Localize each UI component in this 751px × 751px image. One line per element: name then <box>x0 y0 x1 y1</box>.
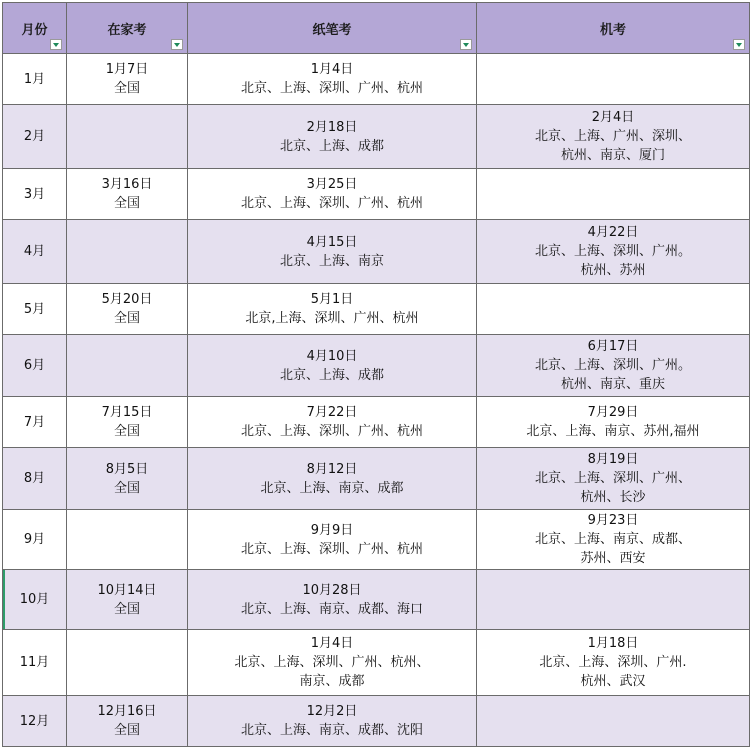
date-text: 8月12日 <box>306 461 358 477</box>
city-list-text: 北京,上海、深圳、广州、杭州 <box>245 311 419 326</box>
city-list-text: 北京、上海、南京 <box>279 253 384 269</box>
month-label: 10月 <box>19 592 50 607</box>
table-row <box>3 397 750 448</box>
cell-computer-exam[interactable] <box>477 284 750 335</box>
cell-computer-exam[interactable] <box>477 220 750 284</box>
city-list-text: 北京、上海、南京、苏州,福州 <box>526 424 700 439</box>
date-text: 8月19日 <box>587 452 639 467</box>
date-text: 9月23日 <box>587 513 639 528</box>
city-list-text: 北京、上海、南京、成都、沈阳 <box>240 723 423 738</box>
city-list-text: 杭州、武汉 <box>580 674 646 689</box>
exam-schedule-table <box>2 2 750 747</box>
cell-computer-exam[interactable] <box>477 448 750 510</box>
header-paper[interactable] <box>188 3 477 54</box>
date-text: 7月15日 <box>101 405 153 420</box>
month-label: 8月 <box>23 471 46 486</box>
cell-month[interactable] <box>3 284 67 335</box>
month-label: 11月 <box>19 655 50 670</box>
cell-computer-exam[interactable] <box>477 696 750 747</box>
cell-computer-exam[interactable] <box>477 570 750 630</box>
city-list-text: 全国 <box>113 601 140 617</box>
cell-paper-exam[interactable] <box>188 54 477 105</box>
date-text: 4月10日 <box>306 348 358 364</box>
city-list-text: 北京、上海、南京、成都、海口 <box>240 601 423 617</box>
month-label: 6月 <box>23 358 46 373</box>
header-home[interactable] <box>67 3 188 54</box>
date-text: 1月7日 <box>105 62 149 77</box>
filter-dropdown-icon[interactable] <box>733 39 745 50</box>
table-row <box>3 54 750 105</box>
table-row <box>3 570 750 630</box>
cell-paper-exam[interactable] <box>188 510 477 570</box>
city-list-text: 北京、上海、深圳、广州、杭州 <box>240 541 423 557</box>
date-text: 10月28日 <box>302 582 362 598</box>
city-list-text: 杭州、南京、重庆 <box>560 377 665 392</box>
cell-month[interactable] <box>3 335 67 397</box>
city-list-text: 杭州、长沙 <box>580 490 646 505</box>
city-list-text: 北京、上海、深圳、广州. <box>539 655 687 670</box>
cell-month[interactable] <box>3 397 67 448</box>
month-label: 3月 <box>23 186 46 202</box>
cell-computer-exam[interactable] <box>477 169 750 220</box>
filter-dropdown-icon[interactable] <box>50 39 62 50</box>
header-computer[interactable] <box>477 3 750 54</box>
cell-paper-exam[interactable] <box>188 169 477 220</box>
table-row <box>3 105 750 169</box>
table-row <box>3 448 750 510</box>
cell-home-exam[interactable] <box>67 510 188 570</box>
table-body <box>3 54 750 747</box>
cell-paper-exam[interactable] <box>188 630 477 696</box>
date-text: 9月9日 <box>310 522 354 538</box>
cell-month[interactable] <box>3 54 67 105</box>
spreadsheet <box>2 2 749 749</box>
month-label: 12月 <box>19 713 50 729</box>
month-label: 2月 <box>23 129 46 144</box>
cell-month[interactable] <box>3 630 67 696</box>
date-text: 2月4日 <box>591 110 635 125</box>
date-text: 5月1日 <box>310 292 354 307</box>
cell-paper-exam[interactable] <box>188 696 477 747</box>
cell-home-exam[interactable] <box>67 54 188 105</box>
cell-month[interactable] <box>3 570 67 630</box>
date-text: 7月22日 <box>306 405 358 420</box>
date-text: 12月2日 <box>306 704 358 719</box>
cell-paper-exam[interactable] <box>188 397 477 448</box>
cell-computer-exam[interactable] <box>477 335 750 397</box>
month-label: 5月 <box>23 301 46 317</box>
city-list-text: 北京、上海、深圳、广州、 <box>534 471 691 486</box>
cell-month[interactable] <box>3 169 67 220</box>
city-list-text: 全国 <box>113 424 140 439</box>
month-label: 4月 <box>23 244 46 259</box>
city-list-text: 南京、成都 <box>299 674 365 689</box>
table-row <box>3 510 750 570</box>
date-text: 5月20日 <box>101 292 153 307</box>
city-list-text: 北京、上海、深圳、广州、杭州 <box>240 424 423 439</box>
cell-computer-exam[interactable] <box>477 105 750 169</box>
table-row <box>3 169 750 220</box>
header-row <box>3 3 750 54</box>
date-text: 4月22日 <box>587 225 639 240</box>
city-list-text: 全国 <box>113 723 140 738</box>
table-row <box>3 220 750 284</box>
cell-paper-exam[interactable] <box>188 284 477 335</box>
city-list-text: 苏州、西安 <box>580 551 646 566</box>
month-label: 7月 <box>23 414 46 430</box>
filter-dropdown-icon[interactable] <box>460 39 472 50</box>
city-list-text: 杭州、苏州 <box>580 263 646 278</box>
table-row <box>3 335 750 397</box>
cell-month[interactable] <box>3 220 67 284</box>
city-list-text: 北京、上海、广州、深圳、 <box>534 129 691 144</box>
table-row <box>3 630 750 696</box>
city-list-text: 全国 <box>113 480 140 496</box>
header-paper-label: 纸笔考 <box>312 22 352 38</box>
city-list-text: 北京、上海、成都 <box>279 367 384 383</box>
table-row <box>3 284 750 335</box>
cell-home-exam[interactable] <box>67 105 188 169</box>
city-list-text: 北京、上海、南京、成都、 <box>534 532 691 547</box>
city-list-text: 杭州、南京、厦门 <box>560 148 665 163</box>
filter-dropdown-icon[interactable] <box>171 39 183 50</box>
cell-month[interactable] <box>3 448 67 510</box>
city-list-text: 北京、上海、南京、成都 <box>260 480 404 496</box>
city-list-text: 北京、上海、深圳、广州。 <box>534 244 691 259</box>
date-text: 12月16日 <box>97 704 157 719</box>
cell-month[interactable] <box>3 696 67 747</box>
date-text: 6月17日 <box>587 339 639 354</box>
date-text: 2月18日 <box>306 119 358 135</box>
cell-paper-exam[interactable] <box>188 570 477 630</box>
cell-computer-exam[interactable] <box>477 510 750 570</box>
cell-home-exam[interactable] <box>67 570 188 630</box>
header-month-label: 月份 <box>21 22 48 38</box>
cell-paper-exam[interactable] <box>188 448 477 510</box>
city-list-text: 北京、上海、深圳、广州、杭州 <box>240 81 423 96</box>
month-label: 9月 <box>23 532 46 547</box>
cell-paper-exam[interactable] <box>188 220 477 284</box>
cell-paper-exam[interactable] <box>188 105 477 169</box>
cell-computer-exam[interactable] <box>477 54 750 105</box>
date-text: 10月14日 <box>97 582 157 598</box>
city-list-text: 全国 <box>113 311 140 326</box>
cell-month[interactable] <box>3 510 67 570</box>
header-computer-label: 机考 <box>599 22 626 38</box>
cell-computer-exam[interactable] <box>477 397 750 448</box>
table-row <box>3 696 750 747</box>
cell-home-exam[interactable] <box>67 448 188 510</box>
date-text: 3月25日 <box>306 177 358 192</box>
cell-computer-exam[interactable] <box>477 630 750 696</box>
date-text: 4月15日 <box>306 234 358 250</box>
city-list-text: 全国 <box>113 81 140 96</box>
date-text: 8月5日 <box>105 461 149 477</box>
city-list-text: 北京、上海、成都 <box>279 138 384 154</box>
cell-home-exam[interactable] <box>67 696 188 747</box>
city-list-text: 全国 <box>113 196 140 211</box>
city-list-text: 北京、上海、深圳、广州。 <box>534 358 691 373</box>
date-text: 7月29日 <box>587 405 639 420</box>
cell-paper-exam[interactable] <box>188 335 477 397</box>
cell-home-exam[interactable] <box>67 220 188 284</box>
date-text: 1月4日 <box>310 62 354 77</box>
city-list-text: 北京、上海、深圳、广州、杭州 <box>240 196 423 211</box>
date-text: 1月4日 <box>310 636 354 651</box>
cell-home-exam[interactable] <box>67 630 188 696</box>
city-list-text: 北京、上海、深圳、广州、杭州、 <box>234 655 430 670</box>
header-month[interactable] <box>3 3 67 54</box>
date-text: 1月18日 <box>587 636 639 651</box>
cell-home-exam[interactable] <box>67 397 188 448</box>
cell-month[interactable] <box>3 105 67 169</box>
cell-home-exam[interactable] <box>67 335 188 397</box>
cell-home-exam[interactable] <box>67 284 188 335</box>
date-text: 3月16日 <box>101 177 153 192</box>
cell-home-exam[interactable] <box>67 169 188 220</box>
month-label: 1月 <box>23 71 46 87</box>
header-home-label: 在家考 <box>107 22 147 38</box>
